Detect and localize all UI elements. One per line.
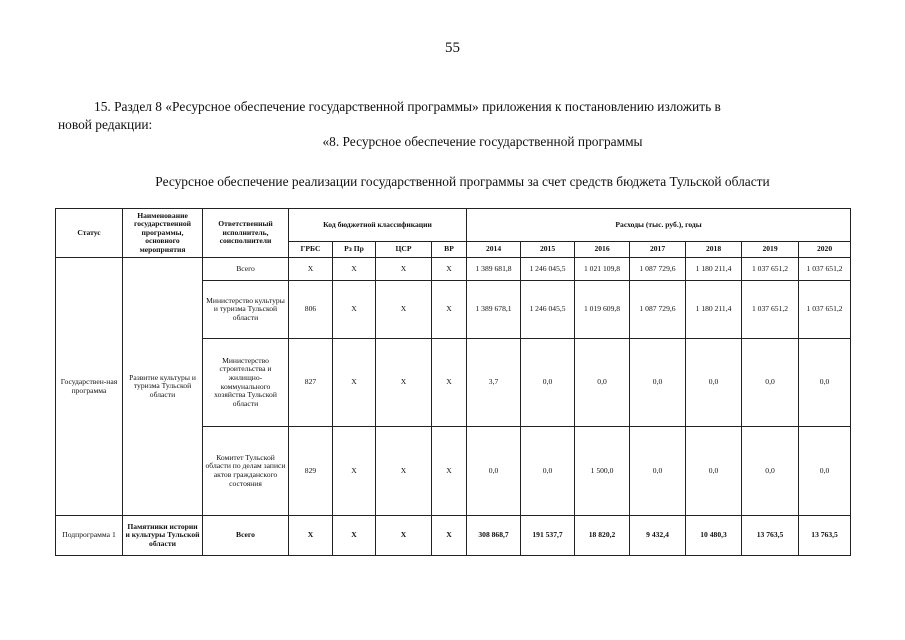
value-cell: 13 763,5 bbox=[799, 516, 851, 556]
value-cell: 1 180 211,4 bbox=[686, 281, 742, 339]
header-name: Наименование государственной программы, основного мероприятия bbox=[123, 209, 203, 258]
value-cell: 1 500,0 bbox=[575, 427, 630, 516]
header-row-1 bbox=[56, 209, 851, 242]
value-cell: 1 389 678,1 bbox=[467, 281, 521, 339]
vr-cell: X bbox=[432, 427, 467, 516]
value-cell: 0,0 bbox=[521, 339, 575, 427]
value-cell: 9 432,4 bbox=[630, 516, 686, 556]
value-cell: 13 763,5 bbox=[742, 516, 799, 556]
value-cell: 1 037 651,2 bbox=[799, 258, 851, 281]
vr-cell: X bbox=[432, 281, 467, 339]
grbs-cell: 829 bbox=[289, 427, 333, 516]
value-cell: 18 820,2 bbox=[575, 516, 630, 556]
csr-cell: X bbox=[376, 516, 432, 556]
table-title: Ресурсное обеспечение реализации государственной программы за счет средств бюджета Тульской области bbox=[155, 174, 770, 189]
header-budget-code: Код бюджетной классификации bbox=[289, 209, 467, 242]
value-cell: 1 019 609,8 bbox=[575, 281, 630, 339]
header-responsible: Ответственный исполнитель, соисполнители bbox=[203, 209, 289, 258]
grbs-cell: 806 bbox=[289, 281, 333, 339]
rzpr-cell: X bbox=[333, 516, 376, 556]
rzpr-cell: X bbox=[333, 339, 376, 427]
grbs-cell: 827 bbox=[289, 339, 333, 427]
value-cell: 0,0 bbox=[467, 427, 521, 516]
status-cell: Подпрограмма 1 bbox=[56, 516, 123, 556]
value-cell: 0,0 bbox=[799, 339, 851, 427]
header-year: 2018 bbox=[686, 242, 742, 258]
header-year: 2016 bbox=[575, 242, 630, 258]
value-cell: 1 389 681,8 bbox=[467, 258, 521, 281]
header-rzpr: Рз Пр bbox=[333, 242, 376, 258]
page-number: 55 bbox=[445, 40, 460, 56]
paragraph-line-2: новой редакции: bbox=[58, 117, 153, 132]
value-cell: 1 037 651,2 bbox=[799, 281, 851, 339]
value-cell: 10 480,3 bbox=[686, 516, 742, 556]
vr-cell: X bbox=[432, 339, 467, 427]
header-vr: ВР bbox=[432, 242, 467, 258]
value-cell: 0,0 bbox=[686, 427, 742, 516]
budget-table bbox=[55, 208, 851, 556]
value-cell: 1 087 729,6 bbox=[630, 258, 686, 281]
responsible-cell: Комитет Тульской области по делам записи актов гражданского состояния bbox=[203, 427, 289, 516]
vr-cell: X bbox=[432, 258, 467, 281]
csr-cell: X bbox=[376, 427, 432, 516]
paragraph-line-1 bbox=[58, 98, 828, 115]
value-cell: 1 037 651,2 bbox=[742, 258, 799, 281]
table-row bbox=[56, 258, 851, 281]
header-grbs: ГРБС bbox=[289, 242, 333, 258]
paragraph-text-1: 15. Раздел 8 «Ресурсное обеспечение государственной программы» приложения к постановлению изложить в bbox=[94, 99, 721, 114]
header-expenses: Расходы (тыс. руб.), годы bbox=[467, 209, 851, 242]
value-cell: 191 537,7 bbox=[521, 516, 575, 556]
header-year: 2015 bbox=[521, 242, 575, 258]
value-cell: 3,7 bbox=[467, 339, 521, 427]
header-year: 2020 bbox=[799, 242, 851, 258]
value-cell: 0,0 bbox=[575, 339, 630, 427]
value-cell: 0,0 bbox=[686, 339, 742, 427]
value-cell: 0,0 bbox=[799, 427, 851, 516]
value-cell: 0,0 bbox=[521, 427, 575, 516]
subprogram-row bbox=[56, 516, 851, 556]
value-cell: 0,0 bbox=[630, 339, 686, 427]
value-cell: 308 868,7 bbox=[467, 516, 521, 556]
value-cell: 1 037 651,2 bbox=[742, 281, 799, 339]
value-cell: 1 021 109,8 bbox=[575, 258, 630, 281]
value-cell: 0,0 bbox=[742, 339, 799, 427]
header-csr: ЦСР bbox=[376, 242, 432, 258]
csr-cell: X bbox=[376, 281, 432, 339]
responsible-cell: Министерство культуры и туризма Тульской области bbox=[203, 281, 289, 339]
rzpr-cell: X bbox=[333, 258, 376, 281]
csr-cell: X bbox=[376, 339, 432, 427]
header-status: Статус bbox=[56, 209, 123, 258]
value-cell: 1 246 045,5 bbox=[521, 258, 575, 281]
vr-cell: X bbox=[432, 516, 467, 556]
responsible-cell: Министерство строительства и жилищно-коммунального хозяйства Тульской области bbox=[203, 339, 289, 427]
header-year: 2014 bbox=[467, 242, 521, 258]
value-cell: 1 180 211,4 bbox=[686, 258, 742, 281]
responsible-cell: Всего bbox=[203, 258, 289, 281]
responsible-cell: Всего bbox=[203, 516, 289, 556]
header-year: 2019 bbox=[742, 242, 799, 258]
rzpr-cell: X bbox=[333, 427, 376, 516]
csr-cell: X bbox=[376, 258, 432, 281]
grbs-cell: X bbox=[289, 516, 333, 556]
rzpr-cell: X bbox=[333, 281, 376, 339]
grbs-cell: X bbox=[289, 258, 333, 281]
value-cell: 0,0 bbox=[742, 427, 799, 516]
value-cell: 1 087 729,6 bbox=[630, 281, 686, 339]
value-cell: 0,0 bbox=[630, 427, 686, 516]
program-name-cell: Развитие культуры и туризма Тульской области bbox=[123, 258, 203, 516]
header-year: 2017 bbox=[630, 242, 686, 258]
section-heading: «8. Ресурсное обеспечение государственной программы bbox=[322, 134, 643, 149]
value-cell: 1 246 045,5 bbox=[521, 281, 575, 339]
status-cell: Государствен-ная программа bbox=[56, 258, 123, 516]
program-name-cell: Памятники истории и культуры Тульской области bbox=[123, 516, 203, 556]
